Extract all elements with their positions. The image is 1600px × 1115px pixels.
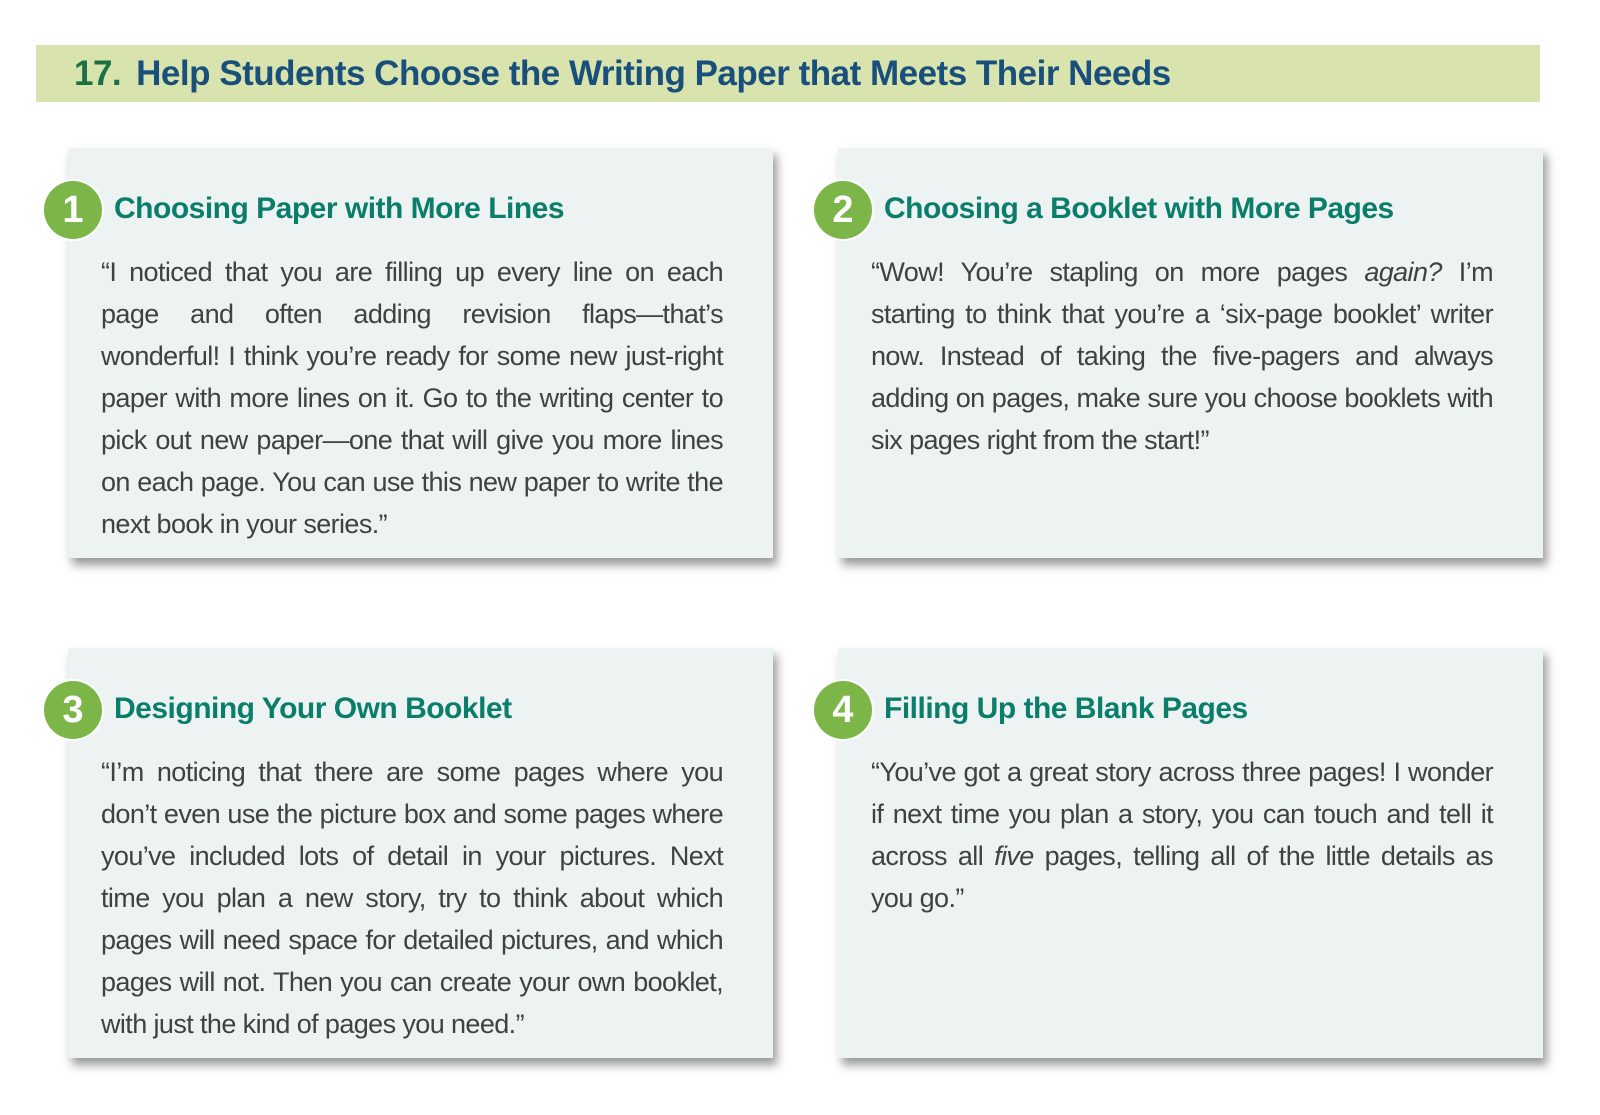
number-badge-2: 2 [814, 181, 872, 239]
tip-card-3 [62, 648, 773, 1058]
card-title-4: Filling Up the Blank Pages [884, 692, 1248, 725]
number-badge-3: 3 [44, 681, 102, 739]
tip-card-1 [62, 148, 773, 558]
card-body-4: “You’ve got a great story across three pages! I wonder if next time you plan a story, you can touch and tell it across all five pages, telling all of the little details as you go.” [871, 757, 1493, 913]
card-body-1: “I noticed that you are filling up every line on each page and often adding revision flaps—that’s wonderful! I think you’re ready for some new just-right paper with more lines on it. Go to the writing center to pick out new paper—one that will give you more lines on each page. You can use this new paper to write the next book in your series.” [101, 257, 723, 539]
card-body-3: “I’m noticing that there are some pages where you don’t even use the picture box and some pages where you’ve included lots of detail in your pictures. Next time you plan a new story, try to think about which pages will need space for detailed pictures, and which pages will not. Then you can create your own booklet, with just the kind of pages you need.” [101, 757, 723, 1039]
section-title: Help Students Choose the Writing Paper that Meets Their Needs [136, 53, 1171, 93]
card-title-3: Designing Your Own Booklet [114, 692, 512, 725]
number-badge-4: 4 [814, 681, 872, 739]
card-title-1: Choosing Paper with More Lines [114, 192, 565, 225]
section-header-band [36, 45, 1540, 102]
tip-card-2 [832, 148, 1543, 558]
card-title-2: Choosing a Booklet with More Pages [884, 192, 1394, 225]
tip-card-4 [832, 648, 1543, 1058]
number-badge-1: 1 [44, 181, 102, 239]
card-body-2: “Wow! You’re stapling on more pages again? I’m starting to think that you’re a ‘six-page booklet’ writer now. Instead of taking the five-pagers and always adding on pages, make sure you choose booklets with six pages right from the start!” [871, 257, 1493, 455]
section-number: 17. [74, 53, 122, 93]
